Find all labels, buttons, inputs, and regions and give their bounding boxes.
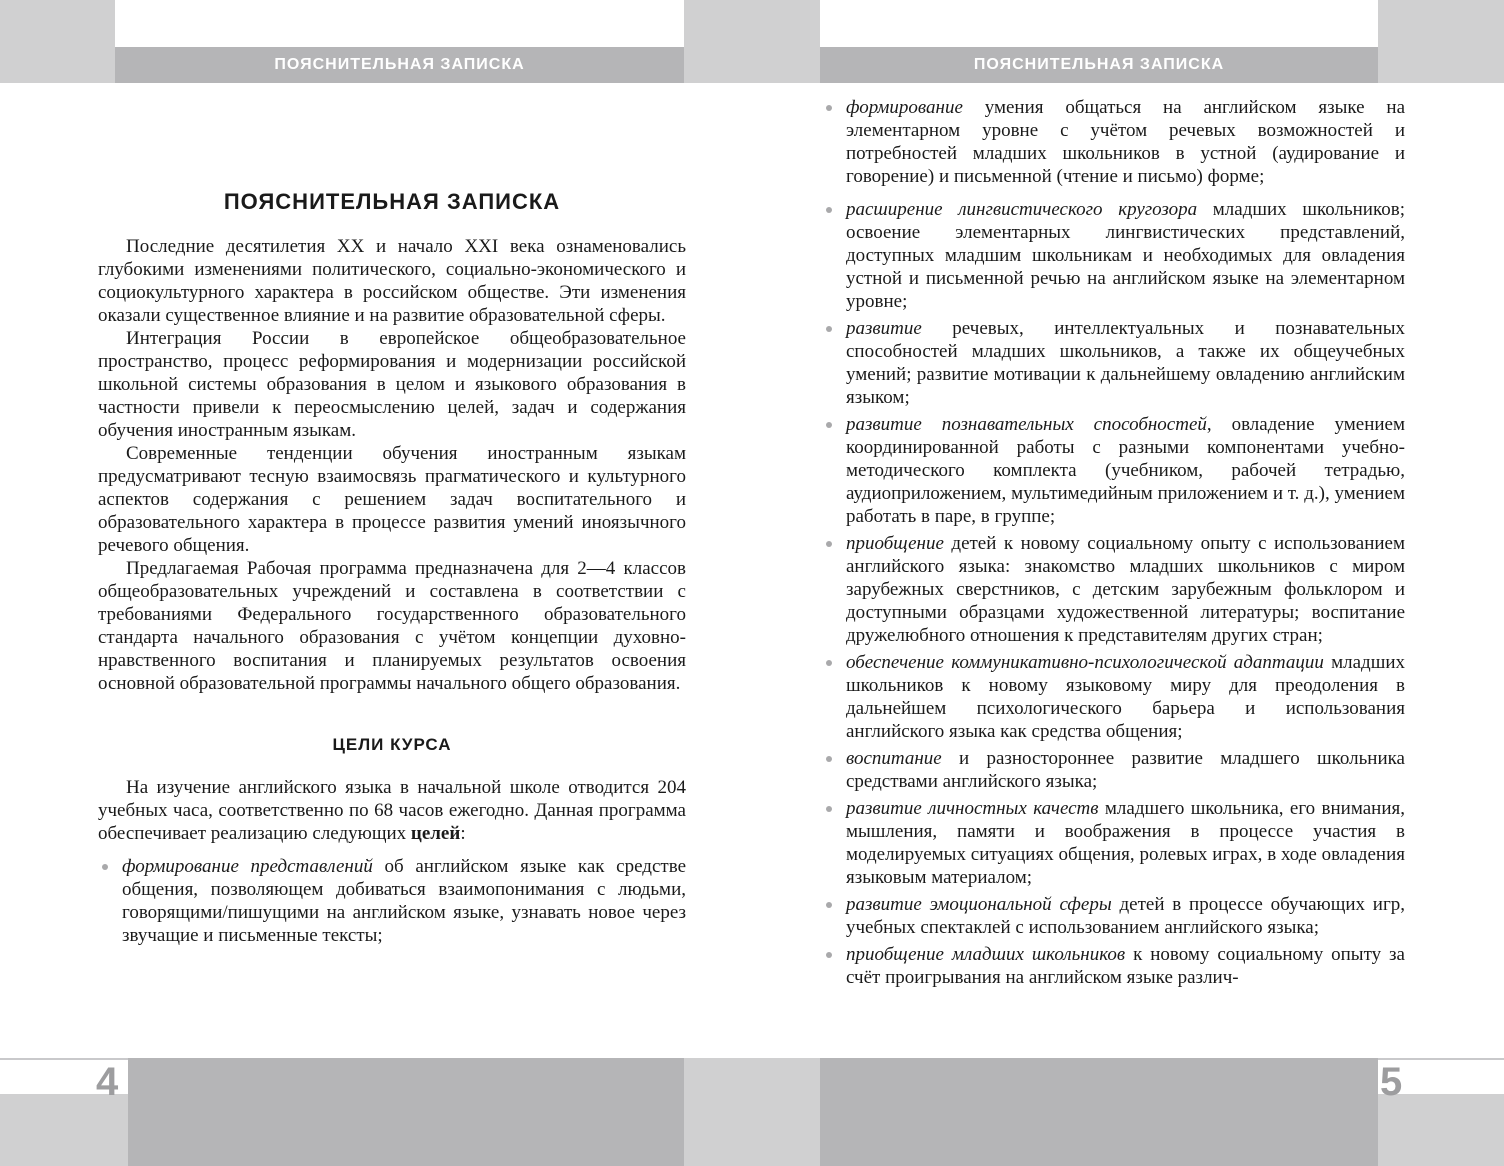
list-item-term: формирование — [846, 97, 963, 118]
left-running-head: ПОЯСНИТЕЛЬНАЯ ЗАПИСКА — [115, 47, 684, 83]
list-item-text: детей в процессе обучающих игр, учебных спектаклей с использованием английского языка; — [846, 894, 1405, 938]
list-item — [822, 413, 1405, 528]
left-page-body — [98, 190, 686, 951]
list-item-text: , овладение умением координированной работы с разными компонентами учебно-методического комплекта (учебником, рабочей тетрадью, аудиоприложением, мультимедийным приложением и т. д.), умением работать в паре, в группе; — [846, 414, 1405, 527]
list-item-text: детей к новому социальному опыту с использованием английского языка: знакомство младших школьников с миром зарубежных сверстников, с детским зарубежным фольклором и доступными образцами художественной литературы; воспитание дружелюбного отношения к представителям других стран; — [846, 533, 1405, 646]
right-edge-top — [1378, 0, 1504, 83]
list-item-term: воспитание — [846, 748, 942, 769]
list-item-term: развитие — [846, 318, 922, 339]
goals-intro — [98, 776, 686, 845]
list-item — [822, 532, 1405, 647]
list-item — [822, 797, 1405, 889]
page-title: ПОЯСНИТЕЛЬНАЯ ЗАПИСКА — [223, 189, 561, 214]
right-page-body — [822, 96, 1405, 993]
list-item-term: развитие познавательных способностей — [846, 414, 1207, 435]
list-item — [822, 651, 1405, 743]
paragraph: Предлагаемая Рабочая программа предназначена для 2—4 классов общеобразовательных учреждений и составлена в соответствии с требованиями Федерального государственного образовательного стандарта начального образования с учётом концепции духовно-нравственного воспитания и планируемых результатов освоения основной образовательной программы начального общего образования. — [98, 558, 686, 694]
list-item-text: речевых, интеллектуальных и познавательных способностей младших школьников, а также их общеучебных умений; развитие мотивации к дальнейшему овладению английским языком; — [846, 318, 1405, 408]
list-item — [822, 198, 1405, 313]
goals-colon: : — [460, 823, 466, 844]
list-item-text: младших школьников к новому языковому миру для преодоления в дальнейшем психологического барьера и использования английского языка как средства общения; — [846, 652, 1406, 742]
list-item — [822, 893, 1405, 939]
list-item-text: младшего школьника, его внимания, мышления, памяти и воображения в процессе участия в моделируемых ситуациях общения, ролевых играх, в ходе овладения языковым материалом; — [846, 798, 1405, 888]
paragraph: Последние десятилетия XX и начало XXI века ознаменовались глубокими изменениями политического, социально-экономического и социокультурного характера в российском обществе. Эти изменения оказали существенное влияние и на развитие образовательной сферы. — [98, 236, 686, 326]
list-item-term: расширение лингвистического кругозора — [846, 199, 1198, 220]
section-title: ЦЕЛИ КУРСА — [332, 735, 452, 754]
list-item-text: и разностороннее развитие младшего школьника средствами английского языка; — [846, 748, 1405, 792]
paragraph: Современные тенденции обучения иностранным языкам предусматривают тесную взаимосвязь прагматического и культурного аспектов содержания с решением задач воспитательного и образовательного характера в процессе развития умений иноязычного речевого общения. — [98, 443, 686, 556]
left-edge-top — [0, 0, 115, 83]
goals-list-right — [822, 96, 1405, 989]
goals-bold: целей — [410, 823, 461, 844]
left-footer-block — [128, 1058, 684, 1166]
list-item-text: умения общаться на английском языке на элементарном уровне с учётом речевых возможностей и потребностей младших школьников в устной (аудирование и говорение) и письменной (чтение и письмо) форме; — [846, 97, 1405, 187]
list-item — [822, 317, 1405, 409]
list-item-term: развитие эмоциональной сферы — [846, 894, 1112, 915]
list-item-term: обеспечение коммуникативно-психологической адаптации — [846, 652, 1324, 673]
left-page-number: 4 — [96, 1060, 119, 1104]
list-item-text: младших школьников; освоение элементарных лингвистических представлений, доступных младшим школьникам и необходимых для овладения устной и письменной речью на английском языке на элементарном уровне; — [846, 199, 1405, 312]
list-item-term: приобщение — [846, 533, 944, 554]
list-item-text: об английском языке как средстве общения, позволяющем добиваться взаимопонимания с людьми, говорящими/пишущими на английском языке, узнавать новое через звучащие и письменные тексты; — [122, 856, 686, 946]
list-item — [822, 943, 1405, 989]
goals-intro-text: На изучение английского языка в начальной школе отводится 204 учебных часа, соответственно по 68 часов ежегодно. Данная программа обеспечивает реализацию следующих — [98, 777, 686, 844]
list-item — [98, 855, 686, 947]
right-running-head: ПОЯСНИТЕЛЬНАЯ ЗАПИСКА — [820, 47, 1378, 83]
list-item — [822, 747, 1405, 793]
list-item-text: к новому социальному опыту за счёт проигрывания на английском языке различ- — [846, 944, 1405, 988]
gutter-top — [684, 0, 820, 83]
right-page-number: 5 — [1380, 1060, 1403, 1104]
right-footer-block — [820, 1058, 1378, 1166]
list-item-term: приобщение младших школьников — [846, 944, 1126, 965]
list-item-term: развитие личностных качеств — [846, 798, 1099, 819]
goals-list-left — [98, 855, 686, 947]
paragraph: Интеграция России в европейское общеобразовательное пространство, процесс реформирования и модернизации российской школьной системы образования в целом и языкового образования в частности привели к переосмыслению целей, задач и содержания обучения иностранным языкам. — [98, 328, 686, 441]
list-item-term: формирование представлений — [122, 856, 373, 877]
list-item — [822, 96, 1405, 188]
